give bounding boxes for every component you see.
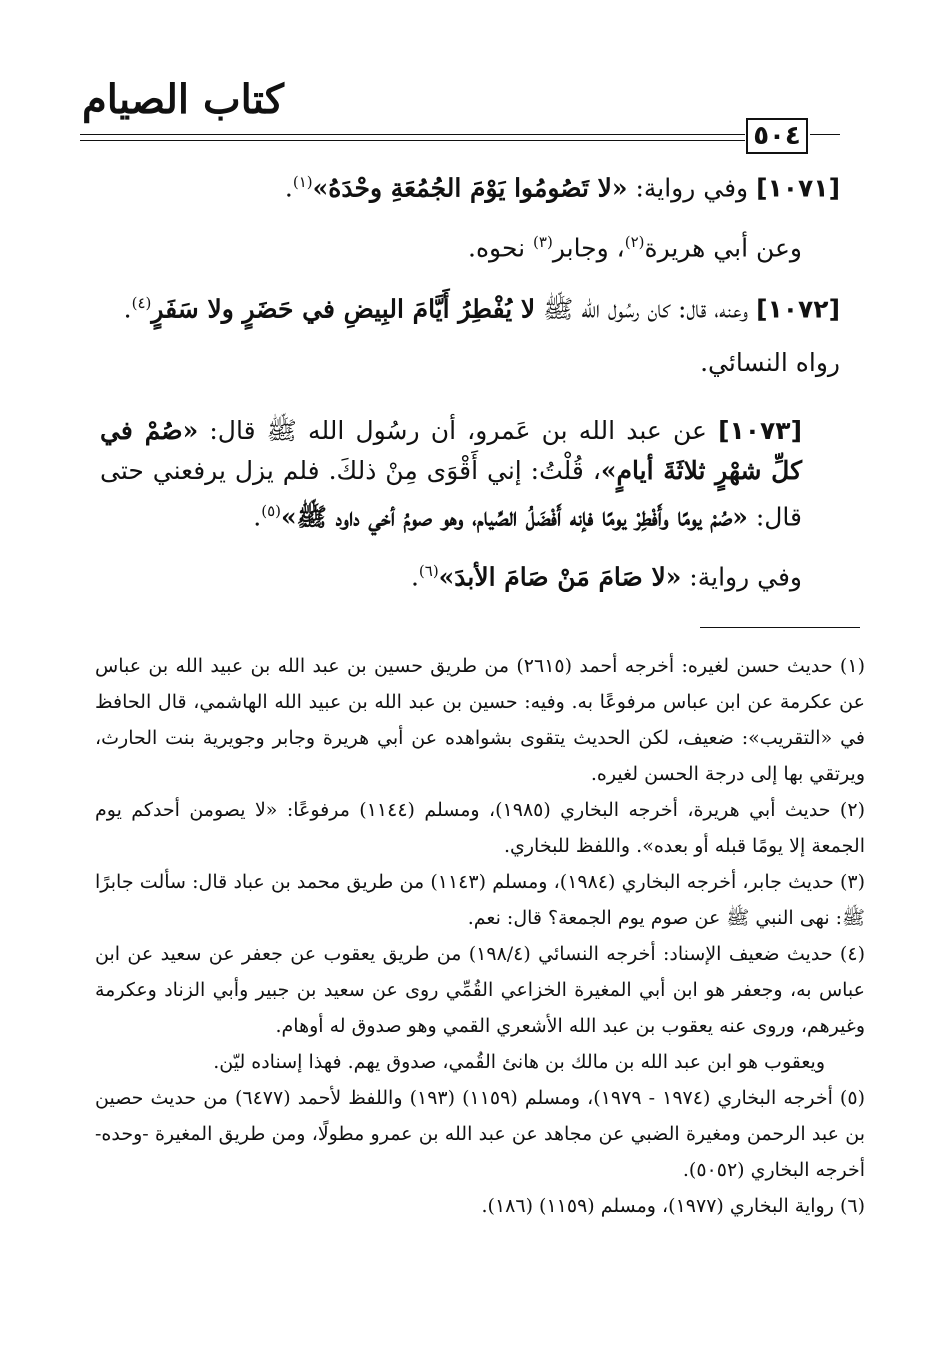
footnote-4-continuation: ويعقوب هو ابن عبد الله بن مالك بن هانئ القُمي، صدوق يهم. فهذا إسناده ليّن. xyxy=(213,1051,825,1073)
narration-text: ، وجابر xyxy=(552,233,625,263)
hadith-1071 xyxy=(100,162,840,208)
hadith-number: [١٠٧٣] xyxy=(718,415,802,445)
lead-text: وعنه، قال: كان رسُول الله ﷺ xyxy=(535,293,757,323)
hadith-1072 xyxy=(100,283,840,329)
footnote-ref: (٦) xyxy=(418,562,439,581)
source-note: رواه النسائي. xyxy=(700,347,840,377)
hadith-number: [١٠٧٢] xyxy=(756,293,840,323)
footnote-2: (٢) حديث أبي هريرة، أخرجه البخاري (١٩٨٥)، ومسلم (١١٤٤) مرفوعًا: «لا يصومن أحدكم يوم الجمعة إلا يومًا قبله أو بعده». واللفظ للبخاري. xyxy=(95,799,865,857)
footnote-ref: (٥) xyxy=(261,501,281,520)
punctuation: . xyxy=(253,502,262,532)
narration-text: وعن أبي هريرة xyxy=(644,233,802,263)
hadith-quote: «صُمْ يومًا وأَفْطِرْ يومًا فإنه أَفْضَلُ الصِّيام، وهو صومُ أخي داود ﷺ» xyxy=(280,502,748,532)
lead-text: وفي رواية: xyxy=(681,562,802,592)
hadith-number: [١٠٧١] xyxy=(756,173,840,203)
middle-text: ، قُلْتُ: إني أَقْوَى مِنْ ذلكَ. فلم يزل يرفعني حتى قال: xyxy=(100,455,802,532)
variant-narration xyxy=(100,551,840,597)
footnote-ref: (٤) xyxy=(131,293,152,312)
main-text xyxy=(100,162,840,598)
footnote-3: (٣) حديث جابر، أخرجه البخاري (١٩٨٤)، ومسلم (١١٤٣) من طريق محمد بن عباد قال: سألت جابرًا ﷺ: نهى النبي ﷺ عن صوم يوم الجمعة؟ قال: نعم. xyxy=(95,871,866,929)
narration-line xyxy=(100,222,840,268)
footnote-ref: (١) xyxy=(292,173,313,191)
hadith-quote: «لا صَامَ مَنْ صَامَ الأبدَ» xyxy=(438,562,682,592)
header-rule-right xyxy=(810,134,840,135)
footnotes xyxy=(95,648,865,1224)
punctuation: . xyxy=(284,173,293,203)
page-number: ٥٠٤ xyxy=(746,118,808,154)
lead-text: وفي رواية: xyxy=(627,173,757,203)
narration-text: نحوه. xyxy=(468,233,534,263)
footnote-ref: (٢) xyxy=(624,233,645,252)
footnote-1: (١) حديث حسن لغيره: أخرجه أحمد (٢٦١٥) من طريق حسين بن عبد الله بن عبيد الله بن عباس عن عكرمة عن ابن عباس مرفوعًا به. وفيه: حسين بن عبد الله بن عبيد الله الهاشمي، قال الحافظ في «التقريب»: ضعيف، لكن الحديث يتقوى بشواهده عن أبي هريرة وجابر وجويرية بنت الحارث، ويرتقي بها إلى درجة الحسن لغيره. xyxy=(95,655,865,785)
footnote-6: (٦) رواية البخاري (١٩٧٧)، ومسلم (١١٥٩) (١٨٦). xyxy=(481,1195,865,1217)
hadith-quote: «لا تَصُومُوا يَوْمَ الجُمُعَةِ وحْدَهُ» xyxy=(312,173,628,203)
footnote-4: (٤) حديث ضعيف الإسناد: أخرجه النسائي (١٩٨/٤) من طريق يعقوب عن جعفر عن سعيد عن ابن عباس به، وجعفر هو ابن أبي المغيرة الخزاعي القُمِّي روى عن سعيد بن جبير وأبي الزناد وعكرمة وغيرهم، وروى عنه يعقوب بن عبد الله الأشعري القمي وهو صدوق له أوهام. xyxy=(95,943,865,1037)
footnote-5: (٥) أخرجه البخاري (١٩٧٤ - ١٩٧٩)، ومسلم (١١٥٩) (١٩٣) واللفظ لأحمد (٦٤٧٧) من حديث حصين بن عبد الرحمن ومغيرة الضبي عن مجاهد عن عبد الله بن عمرو مطولًا، ومن طريق المغيرة -وحده- أخرجه البخاري (٥٠٥٢). xyxy=(95,1087,865,1181)
running-header-title: كتاب الصيام xyxy=(82,76,284,123)
header-rule-lower xyxy=(80,140,745,141)
footnote-separator xyxy=(700,627,860,628)
punctuation: . xyxy=(123,293,132,323)
punctuation: . xyxy=(410,562,419,592)
footnote-ref: (٣) xyxy=(533,233,553,252)
lead-text: عن عبد الله بن عَمرو، أن رسُول الله ﷺ قال: xyxy=(198,415,719,445)
hadith-quote: لا يُفْطِرُ أَيَّامَ البِيضِ في حَضَرٍ ولا سَفَرٍ xyxy=(151,293,536,323)
header-rule-upper xyxy=(80,134,745,135)
hadith-quote: «صُمْ في كلِّ شهْرٍ ثلاثَةَ أيامٍ» xyxy=(100,415,802,485)
hadith-1073 xyxy=(100,411,840,537)
